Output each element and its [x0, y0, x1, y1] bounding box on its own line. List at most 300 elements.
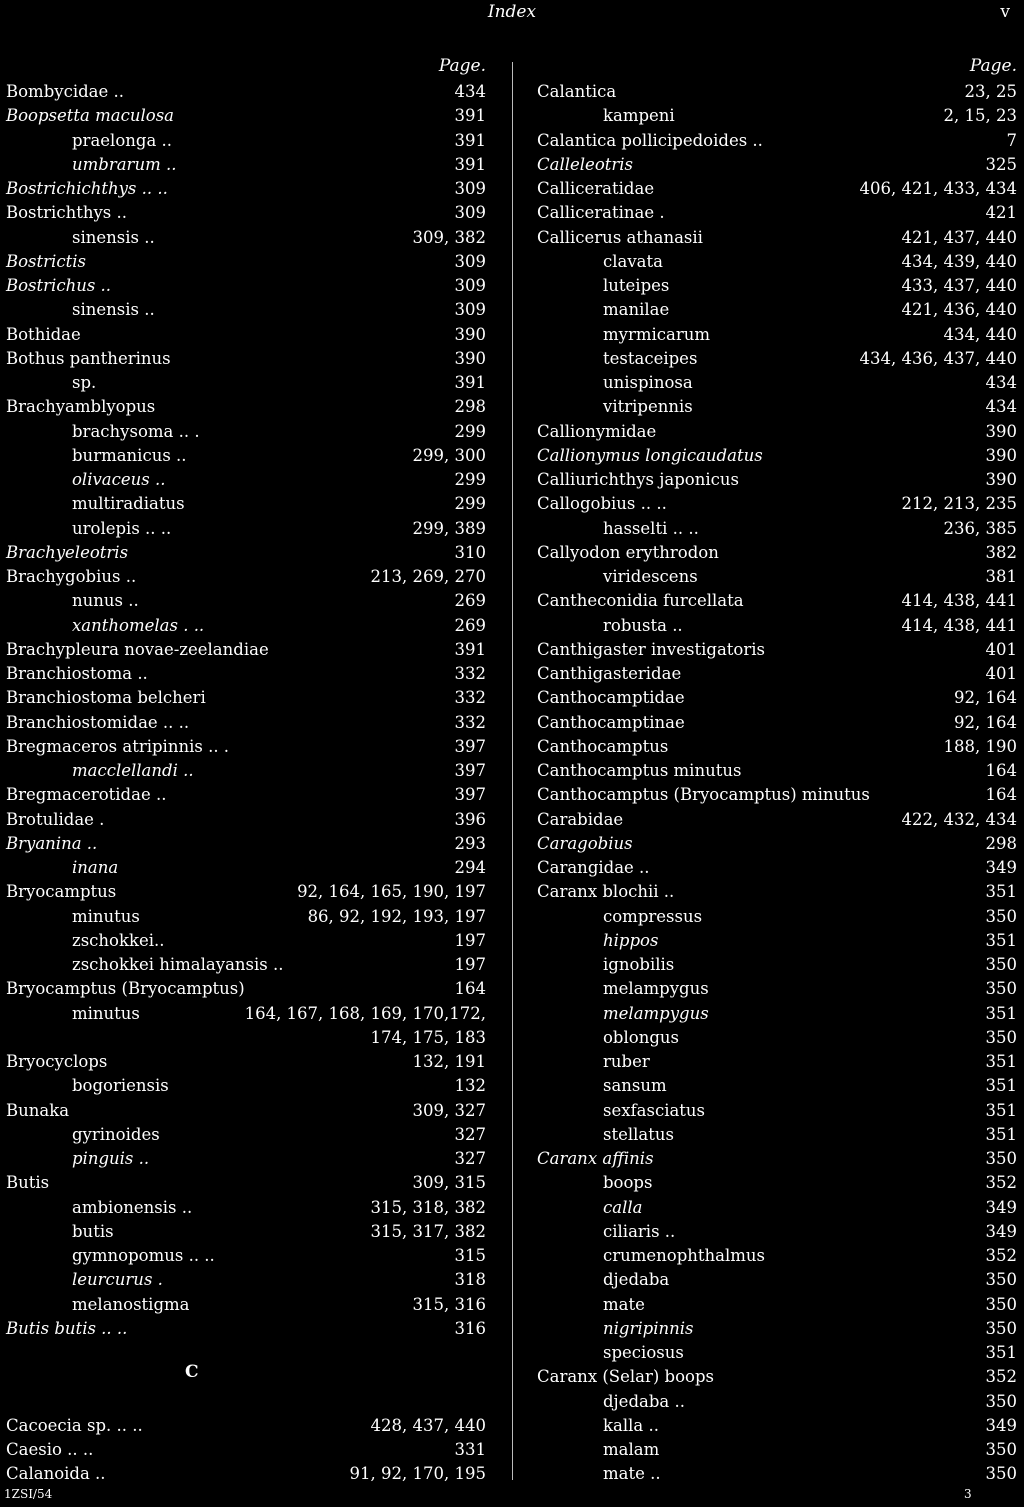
entry-term: melampygus: [603, 979, 709, 999]
entry-pages: 309: [454, 251, 486, 271]
entry-pages: 92, 164: [954, 688, 1017, 708]
index-entry: [537, 420, 1017, 444]
entry-pages: 23, 25: [964, 82, 1017, 101]
entry-pages: 298: [985, 833, 1017, 853]
entry-pages: 428, 437, 440: [370, 1415, 486, 1435]
index-entry: [6, 517, 486, 541]
entry-term: Butis: [6, 1173, 50, 1193]
entry-pages: 332: [454, 688, 486, 708]
index-entry: [6, 274, 486, 298]
index-entry: [6, 565, 486, 589]
entry-pages: 391: [454, 106, 486, 126]
entry-term: kampeni: [603, 106, 675, 126]
index-entry: [537, 1390, 1017, 1414]
index-entry: [6, 953, 486, 977]
entry-pages: 197: [454, 955, 486, 974]
entry-term: Bregmaceros atripinnis .. .: [6, 736, 230, 756]
index-entry: [537, 929, 1017, 953]
entry-pages: 293: [454, 833, 486, 853]
index-entry: [6, 129, 486, 153]
index-entry: [537, 638, 1017, 662]
index-entry: [537, 1438, 1017, 1462]
entry-pages: 350: [985, 1027, 1017, 1047]
entry-term: Calanoida ..: [6, 1464, 106, 1484]
column-header-page: Page.: [969, 56, 1017, 76]
entry-term: Calliceratinae .: [537, 203, 665, 223]
index-entry: [6, 1050, 486, 1074]
entry-term: ciliaris ..: [603, 1221, 676, 1241]
entry-term: speciosus: [603, 1343, 684, 1362]
index-entry: [537, 614, 1017, 638]
entry-pages: 391: [454, 373, 486, 392]
entry-pages: 310: [454, 542, 486, 562]
index-entry: [537, 953, 1017, 977]
index-entry: [537, 274, 1017, 298]
entry-term: Callicerus athanasii: [537, 227, 703, 247]
entry-pages: 421: [985, 203, 1017, 223]
entry-pages: 350: [985, 1464, 1017, 1484]
entry-pages: 86, 92, 192, 193, 197: [307, 906, 486, 926]
index-entry: [537, 323, 1017, 347]
entry-term: minutus: [72, 1003, 140, 1023]
entry-pages: 352: [985, 1367, 1017, 1387]
entry-pages: 299, 389: [412, 518, 486, 538]
entry-term: viridescens: [603, 567, 698, 586]
entry-pages: 332: [454, 712, 486, 732]
index-entry: [537, 1196, 1017, 1220]
entry-pages: 414, 438, 441: [901, 591, 1017, 611]
entry-pages: 132, 191: [412, 1052, 486, 1071]
entry-pages: 434, 436, 437, 440: [859, 348, 1017, 368]
entry-pages: 350: [985, 1149, 1017, 1168]
entry-pages: 164: [985, 785, 1017, 805]
entry-term: Cantheconidia furcellata: [537, 591, 744, 611]
entry-term: brachysoma .. .: [72, 421, 200, 441]
index-entry: [537, 468, 1017, 492]
entry-pages: 350: [985, 1270, 1017, 1290]
entry-term: zschokkei himalayansis ..: [72, 955, 284, 974]
index-entry: [537, 153, 1017, 177]
index-entry: [6, 783, 486, 807]
entry-pages: 315, 317, 382: [370, 1221, 486, 1241]
entry-term: nigripinnis: [603, 1318, 694, 1338]
entry-term: clavata: [603, 251, 663, 271]
entry-term: Brotulidae .: [6, 809, 105, 829]
index-entry: [6, 977, 486, 1001]
entry-term: sexfasciatus: [603, 1100, 706, 1120]
entry-pages: 174, 175, 183: [370, 1027, 486, 1047]
entry-term: Caranx affinis: [537, 1149, 654, 1168]
entry-pages: 397: [454, 736, 486, 756]
entry-term: melampygus: [603, 1003, 709, 1023]
index-entry: [6, 80, 486, 104]
index-entry: [6, 1438, 486, 1462]
entry-term: inana: [72, 858, 119, 877]
index-entry: [6, 1220, 486, 1244]
entry-term: Bothus pantherinus: [6, 348, 171, 368]
entry-term: umbrarum ..: [72, 154, 177, 174]
index-entry: [537, 201, 1017, 225]
index-entry: [6, 759, 486, 783]
index-entry: [537, 1171, 1017, 1195]
entry-term: vitripennis: [603, 397, 693, 417]
index-entry: [537, 735, 1017, 759]
entry-term: Carangidae ..: [537, 858, 650, 877]
index-entry: [6, 420, 486, 444]
entry-pages: 352: [985, 1246, 1017, 1265]
entry-term: manilae: [603, 300, 670, 320]
index-entry: [6, 614, 486, 638]
footer-signature: 1ZSI/54: [4, 1487, 53, 1501]
entry-term: Brachypleura novae-zeelandiae: [6, 639, 269, 659]
entry-term: djedaba: [603, 1270, 670, 1290]
entry-pages: 390: [454, 324, 486, 344]
entry-term: Calliurichthys japonicus: [537, 470, 739, 489]
entry-term: praelonga ..: [72, 130, 173, 150]
entry-pages: 299: [454, 494, 486, 514]
entry-term: Canthigaster investigatoris: [537, 639, 765, 659]
entry-pages: 351: [985, 1076, 1017, 1096]
entry-pages: 309, 327: [412, 1100, 486, 1120]
entry-term: Bostrictis: [6, 251, 86, 271]
entry-term: Bregmacerotidae ..: [6, 785, 167, 805]
entry-term: Cacoecia sp. .. ..: [6, 1415, 143, 1435]
index-entry: [537, 517, 1017, 541]
entry-pages: 390: [985, 470, 1017, 489]
index-entry: [6, 1365, 486, 1389]
entry-pages: 351: [985, 1124, 1017, 1144]
index-entry: [6, 492, 486, 516]
entry-term: Branchiostoma belcheri: [6, 688, 206, 708]
entry-term: multiradiatus: [72, 494, 185, 514]
entry-term: Calantica pollicipedoides ..: [537, 130, 763, 150]
entry-pages: 236, 385: [943, 518, 1017, 538]
entry-pages: 325: [985, 154, 1017, 174]
entry-pages: 164, 167, 168, 169, 170,172,: [244, 1003, 486, 1023]
entry-pages: 164: [454, 979, 486, 999]
entry-term: Caranx blochii ..: [537, 882, 675, 902]
entry-term: Bombycidae ..: [6, 82, 125, 101]
index-entry: [6, 832, 486, 856]
entry-term: pinguis ..: [72, 1149, 150, 1168]
entry-pages: 309: [454, 300, 486, 320]
entry-term: Branchiostomidae .. ..: [6, 712, 190, 732]
index-entry: [537, 905, 1017, 929]
index-rows-left: [6, 80, 486, 1487]
index-entry: [537, 1074, 1017, 1098]
entry-term: Callyodon erythrodon: [537, 542, 719, 562]
entry-term: zschokkei..: [72, 930, 165, 950]
entry-pages: 269: [454, 615, 486, 635]
entry-pages: 390: [985, 421, 1017, 441]
entry-pages: 299: [454, 470, 486, 489]
entry-term: Calliceratidae: [537, 179, 655, 198]
index-entry: [537, 444, 1017, 468]
index-entry: [537, 492, 1017, 516]
index-rows-right: [537, 80, 1017, 1487]
entry-term: Canthocamptinae: [537, 712, 685, 732]
entry-term: leurcurus .: [72, 1270, 163, 1290]
entry-pages: 390: [985, 445, 1017, 465]
index-entry: [537, 1268, 1017, 1292]
entry-pages: 351: [985, 1100, 1017, 1120]
index-entry: [6, 371, 486, 395]
entry-pages: 309: [454, 276, 486, 295]
entry-pages: 351: [985, 1052, 1017, 1071]
index-entry: [537, 1026, 1017, 1050]
entry-term: unispinosa: [603, 373, 693, 392]
index-entry: [537, 80, 1017, 104]
index-entry: [537, 104, 1017, 128]
entry-term: melanostigma: [72, 1294, 190, 1314]
index-entry: [6, 638, 486, 662]
entry-term: kalla ..: [603, 1415, 659, 1435]
entry-pages: 309, 382: [412, 227, 486, 247]
index-entry: [6, 1293, 486, 1317]
entry-term: Canthigasteridae: [537, 664, 682, 683]
entry-pages: 433, 437, 440: [901, 276, 1017, 295]
entry-pages: 315, 318, 382: [370, 1197, 486, 1217]
entry-term: Bothidae: [6, 324, 81, 344]
entry-term: Brachygobius ..: [6, 567, 137, 586]
index-entry: [6, 1268, 486, 1292]
index-entry: [6, 298, 486, 322]
entry-term: oblongus: [603, 1027, 679, 1047]
entry-pages: 350: [985, 1318, 1017, 1338]
entry-term: luteipes: [603, 276, 670, 295]
index-entry: [537, 977, 1017, 1001]
entry-term: Bryocyclops: [6, 1052, 108, 1071]
entry-term: calla: [603, 1197, 643, 1217]
entry-pages: 91, 92, 170, 195: [349, 1464, 486, 1484]
entry-pages: 7: [1006, 130, 1017, 150]
index-entry: [6, 250, 486, 274]
index-entry: [537, 1244, 1017, 1268]
entry-term: ignobilis: [603, 955, 675, 974]
entry-term: Caesio .. ..: [6, 1440, 94, 1459]
entry-pages: 298: [454, 397, 486, 417]
index-entry: [537, 808, 1017, 832]
entry-term: sp.: [72, 373, 97, 392]
entry-term: Canthocamptus minutus: [537, 761, 742, 780]
entry-pages: 299: [454, 421, 486, 441]
entry-pages: 188, 190: [943, 736, 1017, 756]
entry-term: Callionymus longicaudatus: [537, 445, 763, 465]
index-entry: [537, 395, 1017, 419]
index-entry: [6, 1099, 486, 1123]
entry-term: Canthocamptus: [537, 736, 669, 756]
entry-term: sinensis ..: [72, 300, 155, 320]
entry-pages: 351: [985, 1343, 1017, 1362]
entry-term: minutus: [72, 906, 140, 926]
entry-term: Boopsetta maculosa: [6, 106, 174, 126]
entry-pages: 421, 437, 440: [901, 227, 1017, 247]
entry-pages: 299, 300: [412, 445, 486, 465]
entry-pages: 92, 164: [954, 712, 1017, 732]
index-entry: [537, 226, 1017, 250]
index-entry: [6, 347, 486, 371]
entry-term: xanthomelas . ..: [72, 615, 205, 635]
entry-term: Calleleotris: [537, 154, 634, 174]
entry-pages: 382: [985, 542, 1017, 562]
entry-pages: 350: [985, 955, 1017, 974]
index-entry: [537, 1414, 1017, 1438]
entry-term: Caragobius: [537, 833, 633, 853]
index-entry: [537, 1341, 1017, 1365]
entry-pages: 309: [454, 179, 486, 198]
index-entry: [6, 153, 486, 177]
entry-pages: 315, 316: [412, 1294, 486, 1314]
index-entry: [6, 104, 486, 128]
index-entry: [537, 1147, 1017, 1171]
entry-term: testaceipes: [603, 348, 698, 368]
entry-pages: 434: [454, 82, 486, 101]
entry-pages: 422, 432, 434: [901, 809, 1017, 829]
entry-pages: 396: [454, 809, 486, 829]
index-entry: [537, 1123, 1017, 1147]
index-entry: [537, 347, 1017, 371]
entry-pages: 401: [985, 664, 1017, 683]
index-entry: [6, 1002, 486, 1026]
index-entry: [6, 686, 486, 710]
entry-pages: 434, 440: [943, 324, 1017, 344]
entry-pages: 164: [985, 761, 1017, 780]
entry-pages: 434: [985, 397, 1017, 417]
entry-pages: 213, 269, 270: [370, 567, 486, 586]
entry-pages: 92, 164, 165, 190, 197: [297, 882, 486, 902]
entry-term: Brachyamblyopus: [6, 397, 156, 417]
index-entry: [6, 1390, 486, 1414]
entry-term: crumenophthalmus: [603, 1246, 766, 1265]
entry-pages: 350: [985, 1391, 1017, 1411]
index-entry: [6, 905, 486, 929]
index-entry: [6, 856, 486, 880]
index-entry: [6, 177, 486, 201]
index-entry: [6, 1074, 486, 1098]
index-entry: [6, 880, 486, 904]
entry-term: Bostrichichthys .. ..: [6, 179, 168, 198]
index-entry: [6, 1244, 486, 1268]
index-entry: [537, 711, 1017, 735]
entry-pages: 391: [454, 639, 486, 659]
entry-pages: 397: [454, 785, 486, 805]
entry-term: djedaba ..: [603, 1391, 685, 1411]
entry-term: Bunaka: [6, 1100, 70, 1120]
index-entry: [537, 856, 1017, 880]
index-entry: [537, 662, 1017, 686]
entry-pages: 406, 421, 433, 434: [859, 179, 1017, 198]
entry-pages: 2, 15, 23: [943, 106, 1017, 126]
entry-pages: 212, 213, 235: [901, 494, 1017, 514]
entry-term: Bryanina ..: [6, 833, 98, 853]
index-entry: [6, 808, 486, 832]
index-entry: [6, 1147, 486, 1171]
entry-pages: 332: [454, 664, 486, 683]
index-entry: [6, 1196, 486, 1220]
index-entry: [6, 444, 486, 468]
entry-pages: 309: [454, 203, 486, 223]
entry-term: gyrinoides: [72, 1124, 160, 1144]
index-entry: [6, 201, 486, 225]
index-entry: [537, 1462, 1017, 1486]
entry-term: Bostrichus ..: [6, 276, 112, 295]
entry-term: Canthocamptidae: [537, 688, 685, 708]
entry-pages: 294: [454, 858, 486, 877]
index-entry: [537, 1050, 1017, 1074]
entry-pages: 350: [985, 906, 1017, 926]
running-header-title: Index: [487, 2, 537, 22]
index-entry: [537, 1220, 1017, 1244]
index-entry: [6, 929, 486, 953]
entry-pages: 350: [985, 979, 1017, 999]
entry-term: gymnopomus .. ..: [72, 1246, 215, 1265]
entry-term: butis: [72, 1221, 114, 1241]
entry-term: burmanicus ..: [72, 445, 187, 465]
index-entry: [6, 1317, 486, 1341]
entry-term: robusta ..: [603, 615, 683, 635]
index-entry: [537, 1099, 1017, 1123]
section-letter: C: [185, 1362, 199, 1382]
index-entry: [537, 759, 1017, 783]
entry-pages: 401: [985, 639, 1017, 659]
entry-pages: 397: [454, 761, 486, 780]
entry-term: olivaceus ..: [72, 470, 166, 489]
entry-pages: 381: [985, 567, 1017, 586]
index-entry: [6, 541, 486, 565]
entry-term: sansum: [603, 1076, 667, 1096]
entry-pages: 414, 438, 441: [901, 615, 1017, 635]
column-divider: [512, 62, 513, 1480]
index-entry: [6, 323, 486, 347]
entry-term: hasselti .. ..: [603, 518, 699, 538]
index-entry: [537, 880, 1017, 904]
index-entry: [6, 1026, 486, 1050]
entry-pages: 316: [454, 1318, 486, 1338]
entry-pages: 352: [985, 1173, 1017, 1193]
index-entry: [537, 1317, 1017, 1341]
index-entry: [6, 1341, 486, 1365]
entry-term: mate: [603, 1294, 645, 1314]
index-entry: [6, 711, 486, 735]
footer-sheet-number: 3: [964, 1487, 972, 1501]
index-entry: [537, 1293, 1017, 1317]
index-entry: [6, 1171, 486, 1195]
entry-term: Bostrichthys ..: [6, 203, 127, 223]
entry-term: Calantica: [537, 82, 617, 101]
entry-term: ambionensis ..: [72, 1197, 193, 1217]
entry-pages: 349: [985, 1197, 1017, 1217]
page-number: v: [1000, 2, 1010, 22]
entry-term: sinensis ..: [72, 227, 155, 247]
index-entry: [537, 783, 1017, 807]
entry-pages: 391: [454, 130, 486, 150]
entry-term: bogoriensis: [72, 1076, 169, 1096]
index-entry: [6, 395, 486, 419]
index-entry: [537, 565, 1017, 589]
index-entry: [537, 1002, 1017, 1026]
entry-term: Carabidae: [537, 809, 624, 829]
index-entry: [6, 1123, 486, 1147]
index-entry: [6, 735, 486, 759]
entry-pages: 327: [454, 1124, 486, 1144]
entry-term: hippos: [603, 930, 659, 950]
entry-term: boops: [603, 1173, 653, 1193]
entry-pages: 434: [985, 373, 1017, 392]
entry-term: ruber: [603, 1052, 650, 1071]
index-entry: [6, 589, 486, 613]
entry-pages: 434, 439, 440: [901, 251, 1017, 271]
entry-term: Bryocamptus: [6, 882, 117, 902]
